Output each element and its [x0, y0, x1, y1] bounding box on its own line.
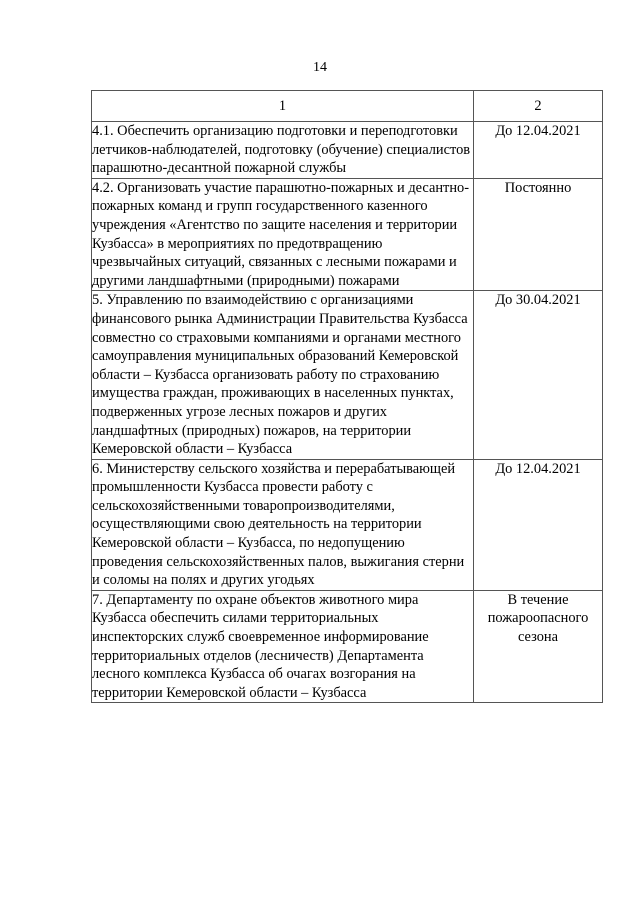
table-row: [92, 178, 603, 291]
table-row: [92, 590, 603, 703]
page-number: 14: [313, 60, 327, 75]
term-cell: В течение пожароопасного сезона: [474, 590, 603, 703]
task-cell: 4.1. Обеспечить организацию подготовки и переподготовки летчиков-наблюдателей, подготовку (обучение) специалистов парашютно-десантной пожарной службы: [92, 122, 474, 179]
term-cell: До 12.04.2021: [474, 459, 603, 590]
term-cell: До 12.04.2021: [474, 122, 603, 179]
task-cell: 4.2. Организовать участие парашютно-пожарных и десантно-пожарных команд и групп государственного казенного учреждения «Агентство по защите населения и территории Кузбасса» в мероприятиях по предотвращению чрезвычайных ситуаций, связанных с лесными пожарами и другими ландшафтными (природными) пожарами: [92, 178, 474, 291]
term-cell: До 30.04.2021: [474, 291, 603, 459]
column-header-1: 1: [92, 91, 474, 122]
measures-table: [91, 90, 603, 703]
table-row: [92, 291, 603, 459]
table-row: [92, 459, 603, 590]
task-cell: 5. Управлению по взаимодействию с организациями финансового рынка Администрации Правительства Кузбасса совместно со страховыми компаниями и органами местного самоуправления муниципальных образований Кемеровской области – Кузбасса организовать работу по страхованию имущества граждан, проживающих в населенных пунктах, подверженных угрозе лесных пожаров и других ландшафтных (природных) пожаров, на территории Кемеровской области – Кузбасса: [92, 291, 474, 459]
term-cell: Постоянно: [474, 178, 603, 291]
column-header-2: 2: [474, 91, 603, 122]
table-header-row: [92, 91, 603, 122]
task-cell: 6. Министерству сельского хозяйства и перерабатывающей промышленности Кузбасса провести работу с сельскохозяйственными товаропроизводителями, осуществляющими свою деятельность на территории Кемеровской области – Кузбасса, по недопущению проведения сельскохозяйственных палов, выжигания стерни и соломы на полях и других угодьях: [92, 459, 474, 590]
task-cell: 7. Департаменту по охране объектов животного мира Кузбасса обеспечить силами территориальных инспекторских служб своевременное информирование территориальных отделов (лесничеств) Департамента лесного комплекса Кузбасса об очагах возгорания на территории Кемеровской области – Кузбасса: [92, 590, 474, 703]
table-row: [92, 122, 603, 179]
